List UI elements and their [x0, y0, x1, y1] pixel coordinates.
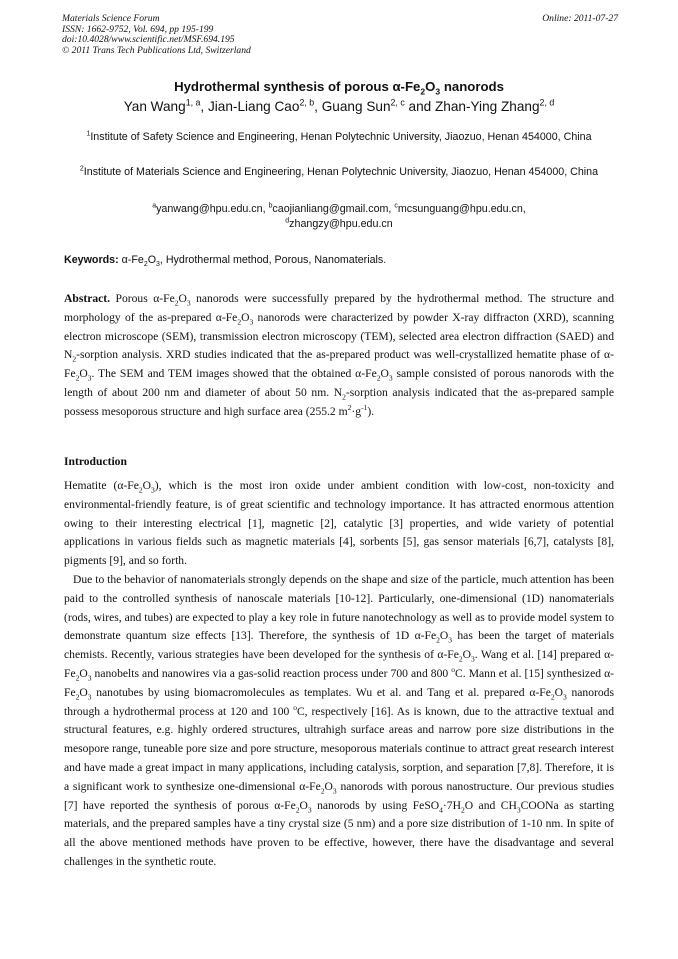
intro-paragraph-2: Due to the behavior of nanomaterials strongly depends on the shape and size of the particle, much attention has been paid to the controlled synthesis of nanoscale materials [10-12]. Particularly, one-dimensional (1D) nanomaterials (rods, wires, and tubes) are expected to play a key role in future nanotechnology as well as to provide model system to demonstrate quantum size effects [13]. Therefore, the synthesis of 1D $\alpha-Fe_2O_3$ has been the target of materials chemists. Recently, various strategies have been developed for the synthesis of $\alpha-Fe_2O_3$. Wang et al. [14] prepared $\alpha-Fe_2O_3$ nanobelts and nanowires via a gas-solid reaction process under 700 and 800 $^o$C. Mann et al. [15] synthesized $\alpha-Fe_2O_3$ nanotubes by using biomacromolecules as templates. Wu et al. and Tang et al. prepared $\alpha-Fe_2O_3$ nanorods through a hydrothermal process at 120 and 100 $^o$C, respectively [16]. As is known, due to the attractive textual and structural features, e.g. highly ordered structures, ultrahigh surface areas and narrow pore size distributions in the mesopore range, tuneable pore size and pore structure, mesoporous materials continue to attract great research interest and have made a great impact in many applications, including catalysis, sorption, and separation [7,8]. Therefore, it is a significant work to synthesize one-dimensional $\alpha-Fe_2O_3$ nanorods with porous nanostructure. Our previous studies [7] have reported the synthesis of porous $\alpha-Fe_2O_3$ nanorods by using $FeSO_4\cdot 7H_2O$ and $CH_3COONa$ as starting materials, and the prepared samples have a tiny crystal size (5 nm) and a pore size distribution of 1-10 nm. In spite of all the above mentioned methods have proven to be effective, however, there have the disadvantage and several challenges in the synthetic route.	[64, 573, 615, 868]
email-link[interactable]: zhangzy@hpu.edu.cn	[289, 218, 393, 230]
abstract	[64, 290, 614, 422]
email-link[interactable]: mcsunguang@hpu.edu.cn	[397, 203, 523, 215]
online-date: Online: 2011-07-27	[542, 13, 618, 24]
intro-paragraph-1: Hematite $(\alpha-Fe_2O_3)$, which is the most iron oxide under ambient condition with low-cost, non-toxicity and environmental-friendly feature, is of great scientific and technology importance. It has attracted enormous attention owing to their interesting electrical [1], magnetic [2], catalytic [3] properties, and wide variety of potential applications in various fields such as magnetic materials [4], sorbents [5], gas sensor materials [6,7], catalysts [8], pigments [9], and so forth.	[64, 479, 614, 568]
journal-name: Materials Science Forum	[62, 13, 160, 24]
author-name: Yan Wang	[123, 99, 186, 114]
keywords-label: Keywords:	[64, 254, 119, 266]
author-affil-mark: 2, c	[390, 97, 405, 108]
author-name: Guang Sun	[321, 99, 391, 114]
author-emails: $^a$yanwang@hpu.edu.cn, $^b$caojianliang@gmail.com, $^c$mcsunguang@hpu.edu.cn, $^d$zhangzy@hpu.edu.cn	[152, 202, 526, 230]
author-affil-mark: 2, d	[539, 97, 555, 108]
keywords-text: $\alpha-Fe_2O_3$, Hydrothermal method, Porous, Nanomaterials.	[121, 254, 387, 269]
abstract-label: Abstract.	[64, 292, 111, 305]
author-affil-mark: 2, b	[299, 97, 315, 108]
journal-copyright: © 2011 Trans Tech Publications Ltd, Switzerland	[62, 44, 251, 56]
journal-header	[62, 14, 618, 56]
paper-title: Hydrothermal synthesis of porous $\alpha-Fe_2O_3$ nanorods	[174, 79, 504, 97]
author-name: Jian-Liang Cao	[207, 99, 300, 114]
affiliation-1: $^1$Institute of Safety Science and Engineering, Henan Polytechnic University, Jiaozuo, Henan 454000, China	[86, 130, 592, 143]
author-name: Zhan-Ying Zhang	[434, 99, 540, 114]
email-link[interactable]: caojianliang@gmail.com	[272, 203, 389, 215]
journal-issn: ISSN: 1662-9752, Vol. 694, pp 195-199	[62, 23, 214, 35]
author-list: Yan Wang$^{1, a}$, Jian-Liang Cao$^{2, b}$, Guang Sun$^{2, c}$ and Zhan-Ying Zhang$^{2, d}$	[123, 97, 555, 114]
journal-doi: doi:10.4028/www.scientific.net/MSF.694.195	[62, 34, 235, 46]
affiliation-2: $^2$Institute of Materials Science and Engineering, Henan Polytechnic University, Jiaozuo, Henan 454000, China	[79, 165, 599, 178]
email-link[interactable]: yanwang@hpu.edu.cn	[156, 203, 263, 215]
abstract-text: Porous $\alpha-Fe_2O_3$ nanorods were successfully prepared by the hydrothermal method. The structure and morphology of the as-prepared $\alpha-Fe_2O_3$ nanorods were characterized by powder X-ray diffracton (XRD), scanning electron microscope (SEM), transmission electron microscopy (TEM), selected area electron diffraction (SAED) and $N_2$-sorption analysis. XRD studies indicated that the as-prepared product was well-crystallized hematite phase of $\alpha-Fe_2O_3$. The SEM and TEM images showed that the obtained $\alpha-Fe_2O_3$ sample consisted of porous nanorods with the length of about 200 nm and diameter of about 50 nm. $N_2$-sorption analysis indicated that the as-prepared sample possess mesoporous structure and high surface area (255.2 $m^2\cdot g^{-1}$).	[64, 292, 615, 418]
keywords	[64, 254, 624, 269]
author-affil-mark: 1, a	[185, 97, 201, 108]
section-heading: Introduction	[64, 455, 127, 468]
